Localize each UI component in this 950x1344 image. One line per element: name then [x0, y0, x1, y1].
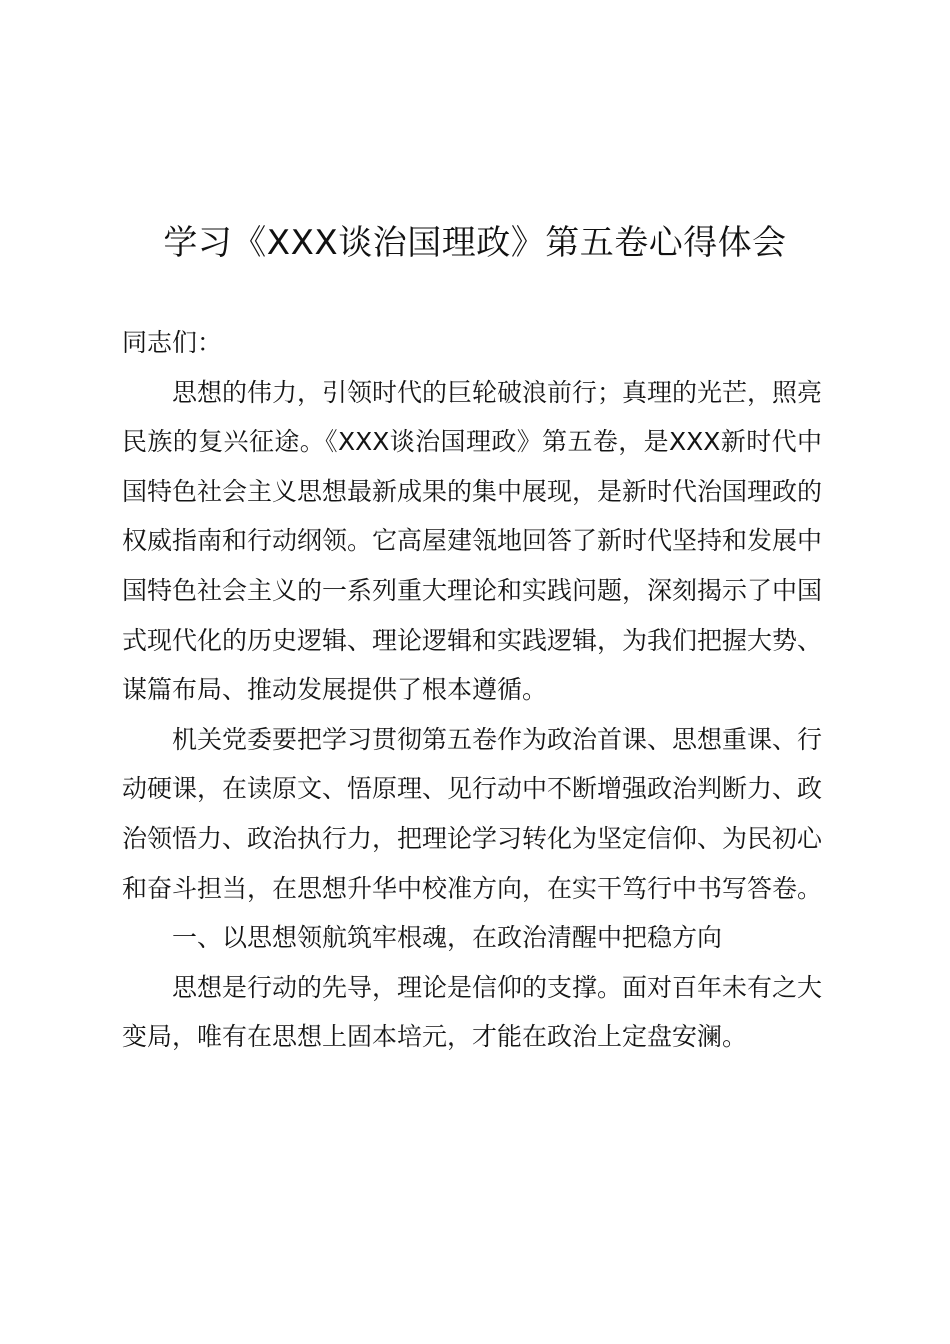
document-title: 学习《XXX谈治国理政》第五卷心得体会 [163, 223, 787, 263]
salutation: 同志们： [122, 328, 223, 357]
section-paragraph: 思想是行动的先导，理论是信仰的支撑。面对百年未有之大变局，唯有在思想上固本培元，才能在政治上定盘安澜。 [122, 972, 823, 1052]
document-body [122, 318, 822, 1062]
paragraph-intro: 思想的伟力，引领时代的巨轮破浪前行；真理的光芒，照亮民族的复兴征途。《XXX谈治国理政》第五卷，是XXX新时代中国特色社会主义思想最新成果的集中展现，是新时代治国理政的权威指南和行动纲领。它高屋建瓴地回答了新时代坚持和发展中国特色社会主义的一系列重大理论和实践问题，深刻揭示了中国式现代化的历史逻辑、理论逻辑和实践逻辑，为我们把握大势、谋篇布局、推动发展提供了根本遵循。 [122, 377, 823, 705]
section-heading: 一、以思想领航筑牢根魂，在政治清醒中把稳方向 [172, 923, 723, 953]
paragraph-party-committee: 机关党委要把学习贯彻第五卷作为政治首课、思想重课、行动硬课，在读原文、悟原理、见行动中不断增强政治判断力、政治领悟力、政治执行力，把理论学习转化为坚定信仰、为民初心和奋斗担当，在思想升华中校准方向，在实干笃行中书写答卷。 [122, 724, 823, 903]
